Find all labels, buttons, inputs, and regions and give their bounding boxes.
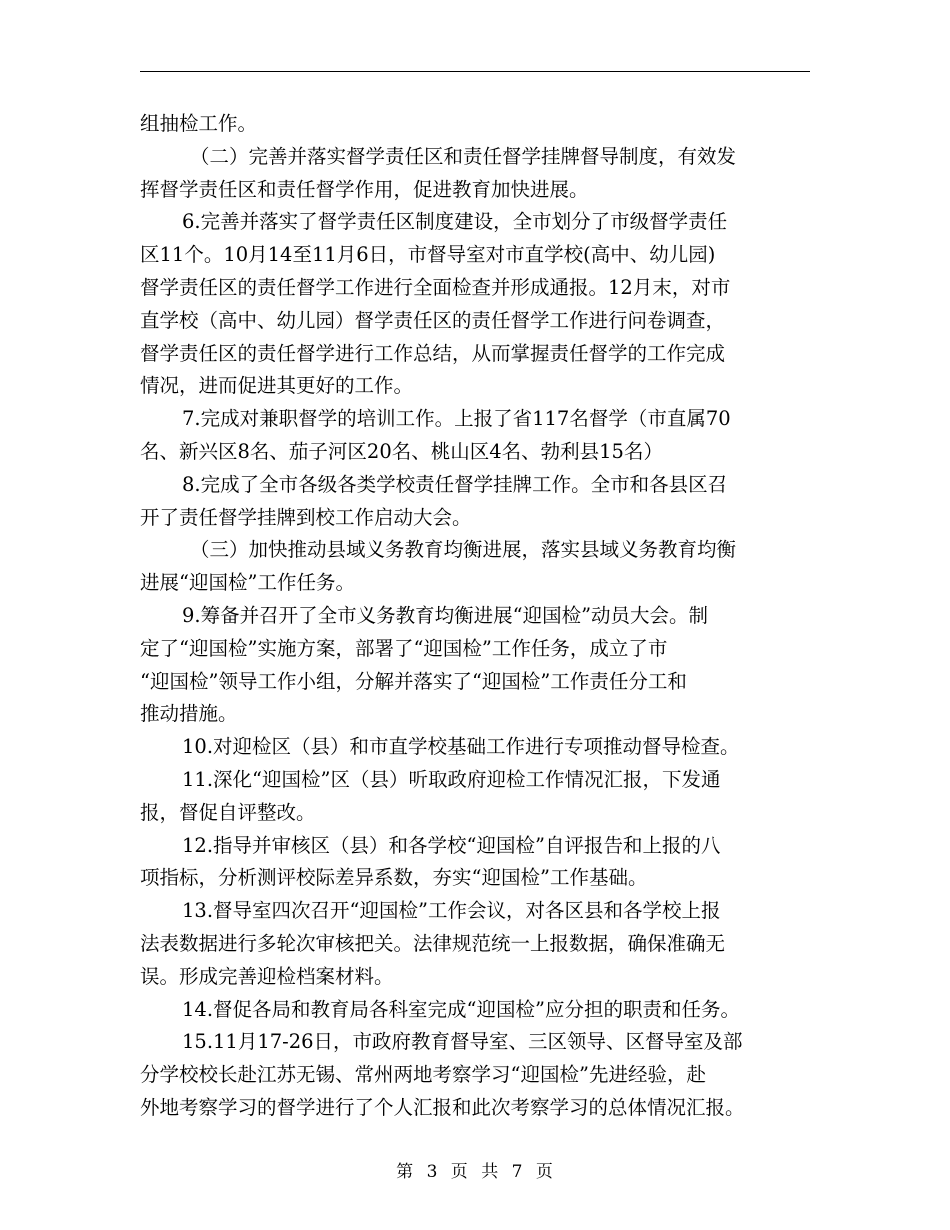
footer-current-page: 3 xyxy=(426,1162,439,1182)
list-item-14: 14.督促各局和教育局各科室完成“迎国检”应分担的职责和任务。 xyxy=(182,997,740,1021)
text-line: 分学校校长赴江苏无锡、常州两地考察学习“迎国检”先进经验，赴 xyxy=(140,1063,706,1087)
text-line: 推动措施。 xyxy=(140,702,238,726)
section-heading-2: （二）完善并落实督学责任区和责任督学挂牌督导制度，有效发 xyxy=(190,144,737,168)
text-line: 定了“迎国检”实施方案，部署了“迎国检”工作任务，成立了市 xyxy=(140,636,668,660)
text-line: 项指标，分析测评校际差异系数，夯实“迎国检”工作基础。 xyxy=(140,866,648,890)
list-item-12: 12.指导并审核区（县）和各学校“迎国检”自评报告和上报的八 xyxy=(182,833,721,857)
list-item-7: 7.完成对兼职督学的培训工作。上报了省117名督学（市直属70 xyxy=(182,407,731,431)
text-line: 开了责任督学挂牌到校工作启动大会。 xyxy=(140,505,472,529)
text-line: 情况，进而促进其更好的工作。 xyxy=(140,374,414,398)
list-item-10: 10.对迎检区（县）和市直学校基础工作进行专项推动督导检查。 xyxy=(182,735,740,759)
list-item-11: 11.深化“迎国检”区（县）听取政府迎检工作情况汇报，下发通 xyxy=(182,767,721,791)
footer-suffix: 页 xyxy=(535,1162,554,1182)
text-line: 督学责任区的责任督学工作进行全面检查并形成通报。12月末，对市 xyxy=(140,275,731,299)
footer-total-pages: 7 xyxy=(511,1162,524,1182)
text-line: “迎国检”领导工作小组，分解并落实了“迎国检”工作责任分工和 xyxy=(140,669,687,693)
list-item-15: 15.11月17-26日，市政府教育督导室、三区领导、区督导室及部 xyxy=(182,1030,743,1054)
text-line: 法表数据进行多轮次审核把关。法律规范统一上报数据，确保准确无 xyxy=(140,931,726,955)
text-line: 名、新兴区8名、茄子河区20名、桃山区4名、勃利县15名） xyxy=(140,439,663,463)
footer-prefix: 第 xyxy=(396,1162,415,1182)
list-item-13: 13.督导室四次召开“迎国检”工作会议，对各区县和各学校上报 xyxy=(182,899,721,923)
text-line: 督学责任区的责任督学进行工作总结，从而掌握责任督学的工作完成 xyxy=(140,341,726,365)
text-line: 直学校（高中、幼儿园）督学责任区的责任督学工作进行问卷调查， xyxy=(140,308,726,332)
body-text xyxy=(140,108,812,1125)
page-footer xyxy=(0,1157,950,1182)
text-line: 误。形成完善迎检档案材料。 xyxy=(140,964,394,988)
footer-total-word: 共 xyxy=(481,1162,500,1182)
text-line: 报，督促自评整改。 xyxy=(140,800,316,824)
text-line: 区11个。10月14至11月6日，市督导室对市直学校(高中、幼儿园) xyxy=(140,243,716,267)
footer-page-word: 页 xyxy=(450,1162,469,1182)
section-heading-3: （三）加快推动县域义务教育均衡进展，落实县域义务教育均衡 xyxy=(190,538,737,562)
text-line: 外地考察学习的督学进行了个人汇报和此次考察学习的总体情况汇报。 xyxy=(140,1095,745,1119)
text-line: 组抽检工作。 xyxy=(140,112,258,135)
header-rule xyxy=(140,71,810,72)
text-line: 挥督学责任区和责任督学作用，促进教育加快进展。 xyxy=(140,177,589,201)
list-item-9: 9.筹备并召开了全市义务教育均衡进展“迎国检”动员大会。制 xyxy=(182,603,709,627)
list-item-6: 6.完善并落实了督学责任区制度建设，全市划分了市级督学责任 xyxy=(182,210,728,234)
list-item-8: 8.完成了全市各级各类学校责任督学挂牌工作。全市和各县区召 xyxy=(182,472,728,496)
text-line: 进展“迎国检”工作任务。 xyxy=(140,571,355,595)
